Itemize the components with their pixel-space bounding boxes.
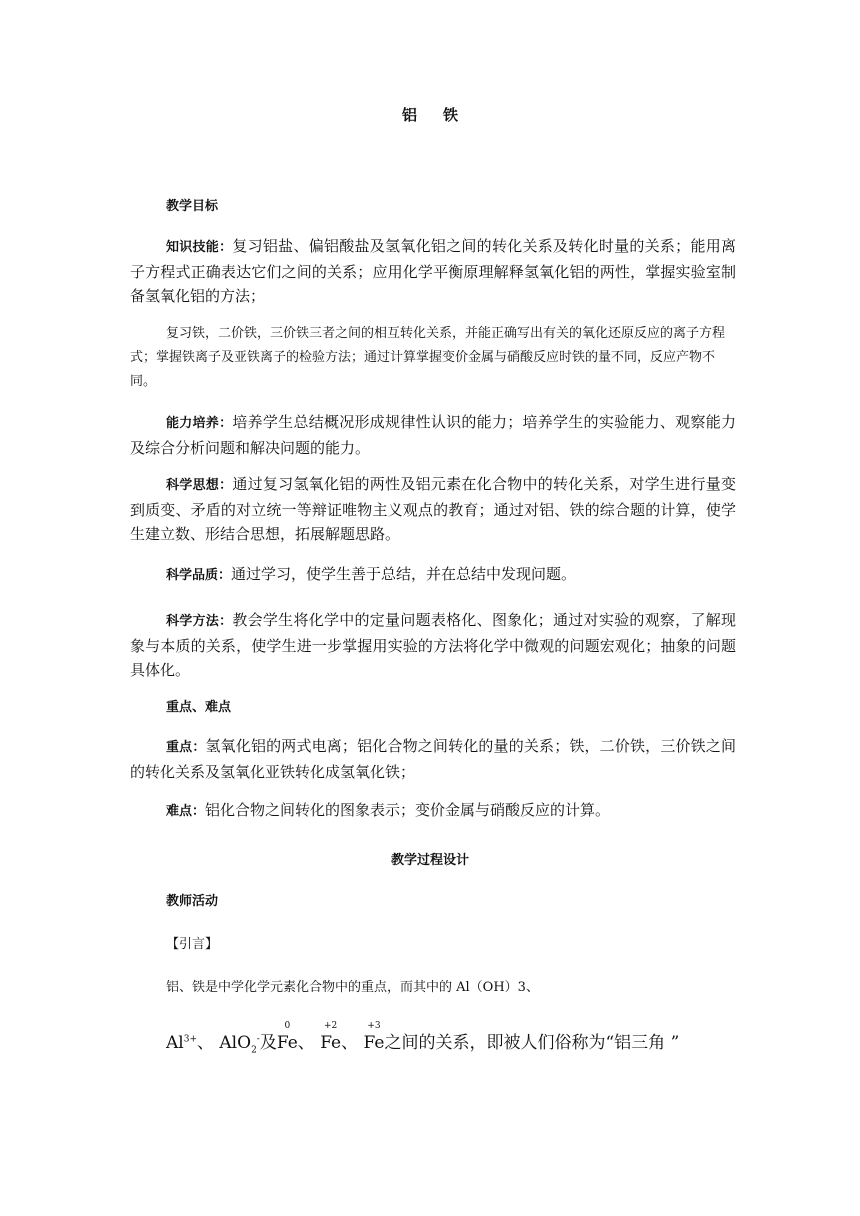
paragraph-key-point [130,734,736,784]
paragraph-knowledge-iron: 复习铁，二价铁，三价铁三者之间的相互转化关系，并能正确写出有关的氧化还原反应的离子方程式；掌握铁离子及亚铁离子的检验方法；通过计算掌握变价金属与硝酸反应时铁的量不同，反应产物不同。 [130,326,726,389]
formula-fe-2 [320,1021,342,1053]
paragraph-method [130,608,736,682]
formula-ox-3: +3 [367,1021,381,1031]
text-key-point: 氢氧化铝的两式电离；铝化合物之间转化的量的关系；铁，二价铁，三价铁之间的转化关系及氢氧化亚铁转化成氢氧化铁； [130,737,736,781]
formula-fe-3 [363,1021,385,1053]
heading-key-points: 重点、难点 [166,700,232,715]
text-ability: 培养学生总结概况形成规律性认识的能力；培养学生的实验能力、观察能力及综合分析问题和解决问题的能力。 [130,413,736,457]
intro-text: 铝、铁是中学化学元素化合物中的重点，而其中的 Al（OH）3、 [166,980,539,995]
formula-alo-sub: 2 [251,1045,257,1056]
text-method: 教会学生将化学中的定量问题表格化、图象化；通过对实验的观察，了解现象与本质的关系，使学生进一步掌握用实验的方法将化学中微观的问题宏观化；抽象的问题具体化。 [130,611,736,679]
formula-fe-symbol-3: Fe [363,1033,385,1053]
paragraph-ability [130,410,736,460]
formula-fe-symbol-0: Fe [276,1033,298,1053]
label-thinking: 科学思想： [166,478,233,493]
formula-sep3: 、 [341,1033,364,1053]
formula-ox-0: 0 [284,1021,291,1031]
title-char-aluminum: 铝 [401,106,417,124]
label-ability: 能力培养： [166,416,233,431]
formula-ox-2: +2 [324,1021,338,1031]
title-char-iron: 铁 [443,106,459,124]
text-difficulty: 铝化合物之间转化的图象表示；变价金属与硝酸反应的计算。 [205,801,611,819]
heading-teacher-activity: 教师活动 [166,894,219,909]
chemistry-formula-line [166,1021,680,1056]
formula-al: Al [166,1033,184,1053]
label-quality: 科学品质： [166,568,232,583]
formula-sep2: 、 [297,1033,321,1053]
formula-tail: 之间的关系，即被人们俗称为“铝三角 ” [384,1033,680,1053]
paragraph-difficulty [130,798,736,824]
label-difficulty: 难点： [166,804,206,819]
paragraph-thinking [130,472,736,546]
text-quality: 通过学习，使学生善于总结，并在总结中发现问题。 [231,565,577,583]
formula-fe-0 [276,1021,298,1053]
heading-teaching-process: 教学过程设计 [390,853,469,868]
label-knowledge: 知识技能： [166,240,233,255]
formula-fe-symbol-2: Fe [320,1033,342,1053]
paragraph-knowledge [130,234,736,308]
formula-alo-sup: - [256,1034,260,1045]
text-thinking: 通过复习氢氧化铝的两性及铝元素在化合物中的转化关系，对学生进行量变到质变、矛盾的对立统一等辩证唯物主义观点的教育；通过对铝、铁的综合题的计算，使学生建立数、形结合思想，拓展解题思路。 [130,475,736,543]
paragraph-quality [130,562,736,588]
label-method: 科学方法： [166,614,233,629]
page-title [0,104,860,125]
intro-label: 【引言】 [166,937,219,952]
heading-teaching-goals: 教学目标 [166,199,219,214]
text-knowledge: 复习铝盐、偏铝酸盐及氢氧化铝之间的转化关系及转化时量的关系；能用离子方程式正确表达它们之间的关系；应用化学平衡原理解释氢氧化铝的两性，掌握实验室制备氢氧化铝的方法； [130,237,736,305]
formula-sep1: 、 AlO [197,1033,252,1053]
label-key-point: 重点： [166,740,206,755]
formula-and: 及 [259,1033,277,1053]
formula-al-charge: 3+ [183,1034,197,1045]
